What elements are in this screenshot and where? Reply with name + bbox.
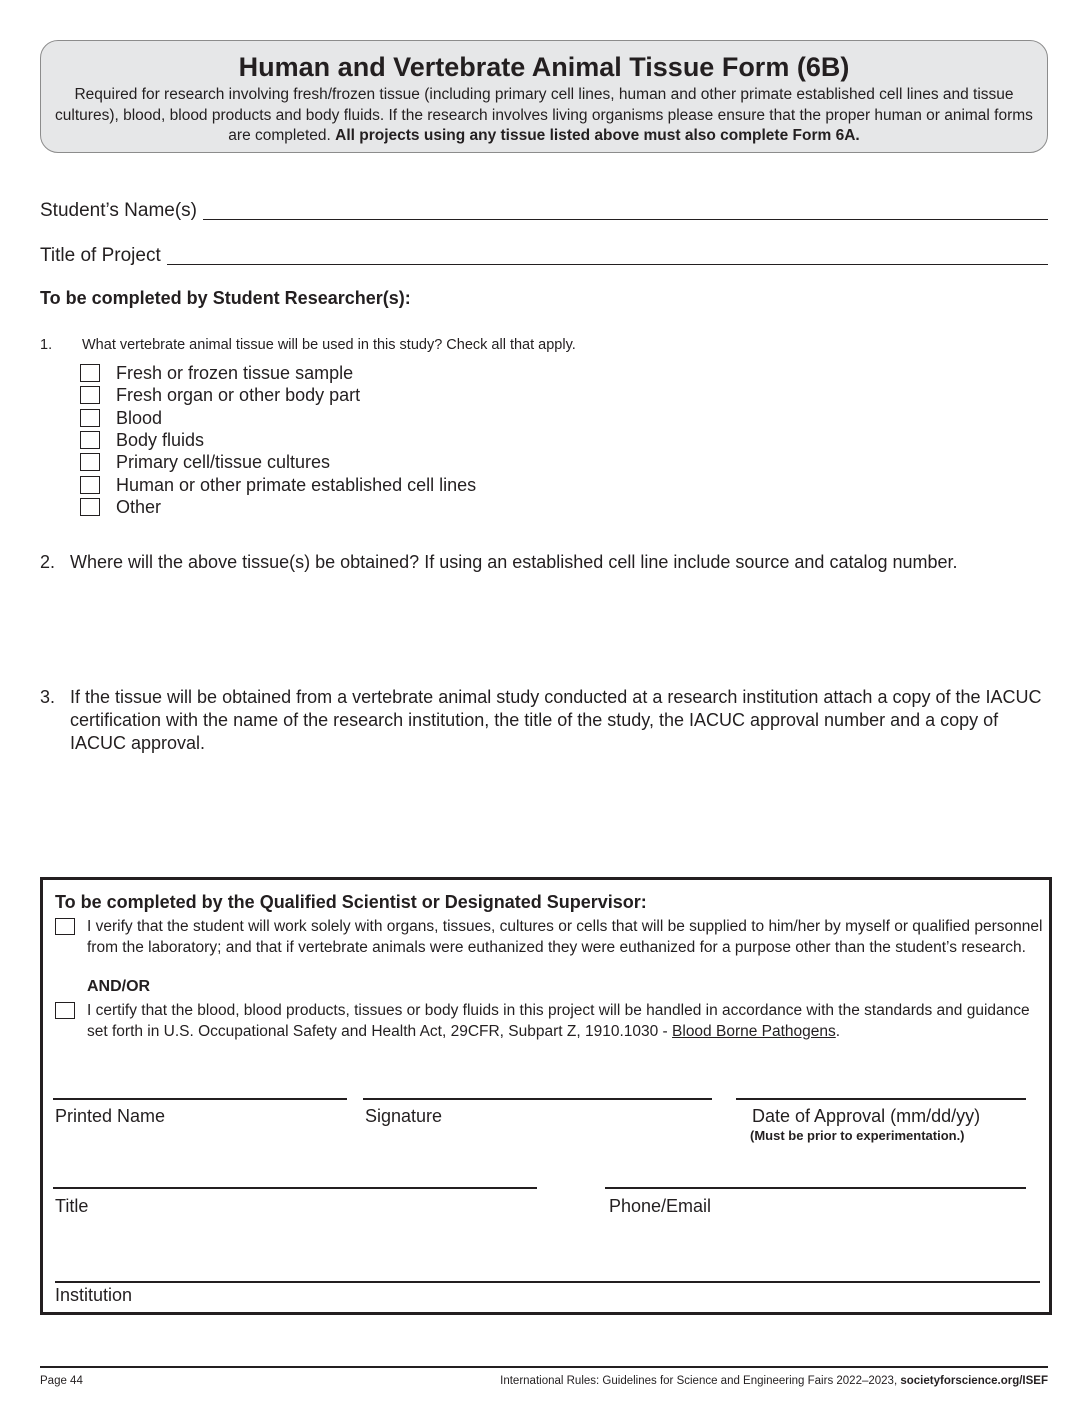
student-names-input-line[interactable] bbox=[203, 219, 1048, 220]
certification-2-checkbox[interactable] bbox=[55, 1002, 75, 1019]
certification-1-text: I verify that the student will work solely with organs, tissues, cultures or cells that will be supplied to him/her by myself or qualified personnel from the laboratory; and that if vertebrate animals were euthanized they were euthanized for a purpose other than the student’s research. bbox=[87, 918, 1043, 956]
description-text: Required for research involving fresh/frozen tissue (including primary cell lines, human and other primate established cell lines and tissue cultures), blood, blood products and body fluids. If the research involves living organisms please ensure that the proper human or animal forms are completed. bbox=[55, 86, 1033, 144]
certification-2-body: I certify that the blood, blood products, tissues or body fluids in this project will be handled in accordance with the standards and guidance set forth in U.S. Occupational Safety and Health Act, 29CFR, Subpart Z, 1910.1030 - bbox=[87, 1002, 1030, 1040]
page-number: Page 44 bbox=[40, 1375, 83, 1387]
and-or-label: AND/OR bbox=[87, 978, 151, 995]
option-label: Human or other primate established cell lines bbox=[116, 474, 477, 495]
certification-2 bbox=[55, 1000, 1047, 1042]
option-label: Primary cell/tissue cultures bbox=[116, 452, 331, 473]
checkbox[interactable] bbox=[80, 431, 100, 449]
option-body-fluids[interactable] bbox=[80, 429, 476, 451]
option-fresh-organ[interactable] bbox=[80, 384, 476, 406]
printed-name-label: Printed Name bbox=[55, 1106, 166, 1126]
institution-label: Institution bbox=[55, 1285, 133, 1305]
project-title-field bbox=[40, 238, 1048, 268]
footer-source bbox=[500, 1375, 1048, 1387]
certification-1-checkbox[interactable] bbox=[55, 918, 75, 935]
question-3-text: If the tissue will be obtained from a vertebrate animal study conducted at a research institution attach a copy of the IACUC certification with the name of the research institution, the title of the study, the IACUC approval number and a copy of IACUC approval. bbox=[70, 687, 1042, 753]
signature-line[interactable] bbox=[363, 1098, 712, 1100]
student-section-heading: To be completed by Student Researcher(s): bbox=[40, 288, 411, 308]
student-names-field bbox=[40, 193, 1048, 223]
question-1-text: What vertebrate animal tissue will be used in this study? Check all that apply. bbox=[82, 337, 576, 353]
option-label: Fresh organ or other body part bbox=[116, 385, 361, 406]
question-2-text: Where will the above tissue(s) be obtained? If using an established cell line include source and catalog number. bbox=[70, 552, 958, 572]
question-2-number: 2. bbox=[40, 552, 56, 572]
option-fresh-frozen-tissue[interactable] bbox=[80, 362, 476, 384]
tissue-type-checklist bbox=[80, 362, 476, 518]
project-title-label: Title of Project bbox=[40, 245, 161, 266]
question-1-number: 1. bbox=[40, 337, 53, 353]
date-line[interactable] bbox=[736, 1098, 1026, 1100]
option-label: Fresh or frozen tissue sample bbox=[116, 363, 354, 384]
phone-email-label: Phone/Email bbox=[609, 1196, 712, 1216]
question-3-number: 3. bbox=[40, 687, 56, 707]
phone-email-line[interactable] bbox=[605, 1187, 1026, 1189]
form-header bbox=[40, 40, 1048, 153]
option-label: Body fluids bbox=[116, 430, 205, 451]
institution-line[interactable] bbox=[55, 1281, 1040, 1283]
certification-1 bbox=[55, 916, 1047, 958]
form-description bbox=[41, 85, 1047, 147]
checkbox[interactable] bbox=[80, 498, 100, 516]
checkbox[interactable] bbox=[80, 364, 100, 382]
description-bold-text: All projects using any tissue listed above must also complete Form 6A. bbox=[335, 127, 860, 144]
supervisor-section-heading: To be completed by the Qualified Scientist or Designated Supervisor: bbox=[55, 892, 647, 912]
certification-2-text bbox=[87, 1000, 1047, 1042]
option-blood[interactable] bbox=[80, 407, 476, 429]
option-label: Other bbox=[116, 496, 162, 517]
title-line[interactable] bbox=[53, 1187, 537, 1189]
date-note: (Must be prior to experimentation.) bbox=[750, 1128, 965, 1143]
title-label: Title bbox=[55, 1196, 89, 1216]
option-label: Blood bbox=[116, 407, 163, 428]
form-title: Human and Vertebrate Animal Tissue Form (6B) bbox=[238, 52, 850, 82]
student-names-label: Student’s Name(s) bbox=[40, 200, 197, 221]
project-title-input-line[interactable] bbox=[167, 264, 1048, 265]
option-primary-cultures[interactable] bbox=[80, 451, 476, 473]
date-label: Date of Approval (mm/dd/yy) bbox=[752, 1106, 981, 1126]
certification-2-end: . bbox=[835, 1023, 841, 1040]
question-3 bbox=[40, 686, 1045, 755]
supervisor-section bbox=[40, 877, 1052, 1315]
checkbox[interactable] bbox=[80, 386, 100, 404]
blood-borne-pathogens-link[interactable]: Blood Borne Pathogens bbox=[672, 1023, 836, 1040]
question-2 bbox=[40, 551, 1045, 574]
footer-divider bbox=[40, 1366, 1048, 1368]
option-other[interactable] bbox=[80, 496, 476, 518]
option-established-cell-lines[interactable] bbox=[80, 473, 476, 495]
signature-label: Signature bbox=[365, 1106, 443, 1126]
footer-source-text: International Rules: Guidelines for Science and Engineering Fairs 2022–2023, bbox=[500, 1375, 898, 1387]
footer-site-link[interactable]: societyforscience.org/ISEF bbox=[900, 1375, 1048, 1387]
checkbox[interactable] bbox=[80, 409, 100, 427]
checkbox[interactable] bbox=[80, 453, 100, 471]
printed-name-line[interactable] bbox=[53, 1098, 347, 1100]
checkbox[interactable] bbox=[80, 476, 100, 494]
